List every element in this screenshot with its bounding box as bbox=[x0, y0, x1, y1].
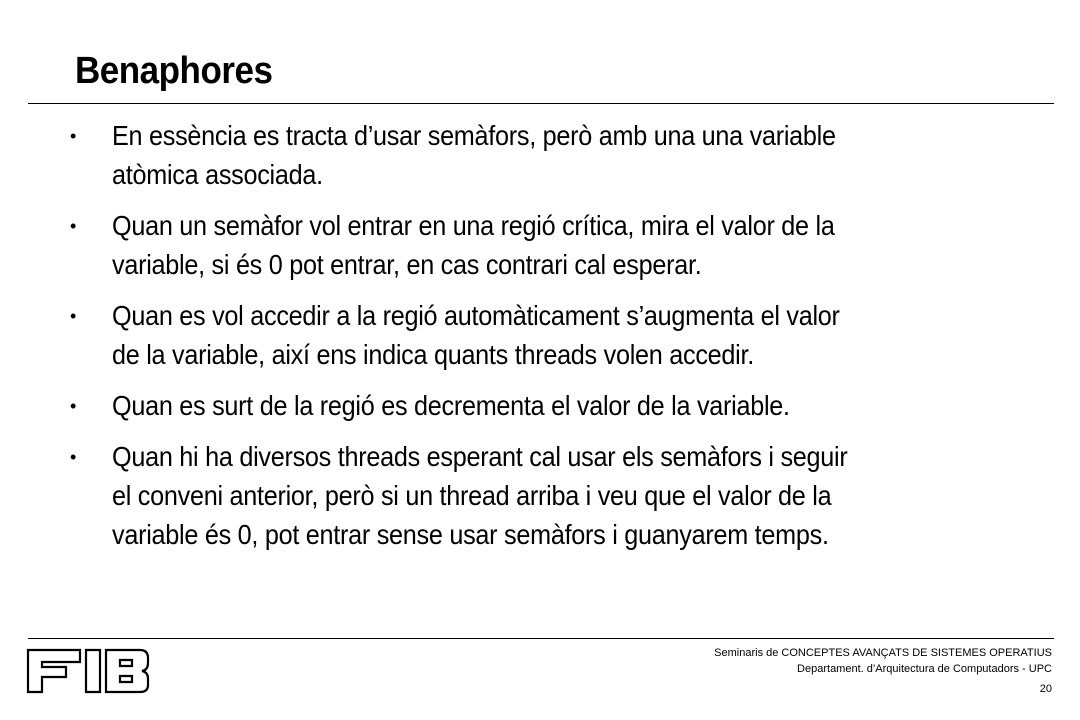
bullet-item bbox=[70, 116, 1050, 194]
bullet-line: el conveni anterior, però si un thread arriba i veu que el valor de la bbox=[112, 480, 832, 511]
bullet-line: de la variable, així ens indica quants threads volen accedir. bbox=[112, 339, 754, 370]
bullet-line: Quan hi ha diversos threads esperant cal usar els semàfors i seguir bbox=[112, 441, 848, 472]
footer-department: Departament. d’Arquitectura de Computadors - UPC bbox=[797, 663, 1052, 675]
bullet-list bbox=[70, 116, 1050, 566]
bullet-line: variable és 0, pot entrar sense usar semàfors i guanyarem temps. bbox=[112, 519, 829, 550]
bullet-line: Quan es surt de la regió es decrementa el valor de la variable. bbox=[112, 390, 790, 421]
bullet-text bbox=[112, 206, 1039, 284]
bullet-line: variable, si és 0 pot entrar, en cas contrari cal esperar. bbox=[112, 249, 702, 280]
bullet-marker: • bbox=[70, 126, 77, 146]
title-divider bbox=[28, 103, 1054, 104]
footer-course-name: Seminaris de CONCEPTES AVANÇATS DE SISTEMES OPERATIUS bbox=[714, 647, 1052, 659]
bullet-line: Quan un semàfor vol entrar en una regió crítica, mira el valor de la bbox=[112, 210, 835, 241]
page-number: 20 bbox=[1039, 683, 1052, 695]
bullet-marker: • bbox=[70, 447, 77, 467]
footer-divider bbox=[28, 638, 1054, 639]
bullet-text bbox=[112, 116, 1039, 194]
bullet-marker: • bbox=[70, 396, 77, 416]
bullet-line: En essència es tracta d’usar semàfors, però amb una una variable bbox=[112, 120, 836, 151]
bullet-item bbox=[70, 296, 1050, 374]
fib-logo bbox=[26, 648, 150, 694]
bullet-text bbox=[112, 437, 1039, 554]
bullet-marker: • bbox=[70, 216, 77, 236]
bullet-line: Quan es vol accedir a la regió automàticament s’augmenta el valor bbox=[112, 300, 840, 331]
bullet-text bbox=[112, 386, 1039, 425]
slide-title: Benaphores bbox=[75, 50, 273, 92]
bullet-item bbox=[70, 206, 1050, 284]
bullet-item bbox=[70, 437, 1050, 554]
bullet-item bbox=[70, 386, 1050, 425]
bullet-line: atòmica associada. bbox=[112, 159, 323, 190]
bullet-marker: • bbox=[70, 306, 77, 326]
bullet-text bbox=[112, 296, 1039, 374]
